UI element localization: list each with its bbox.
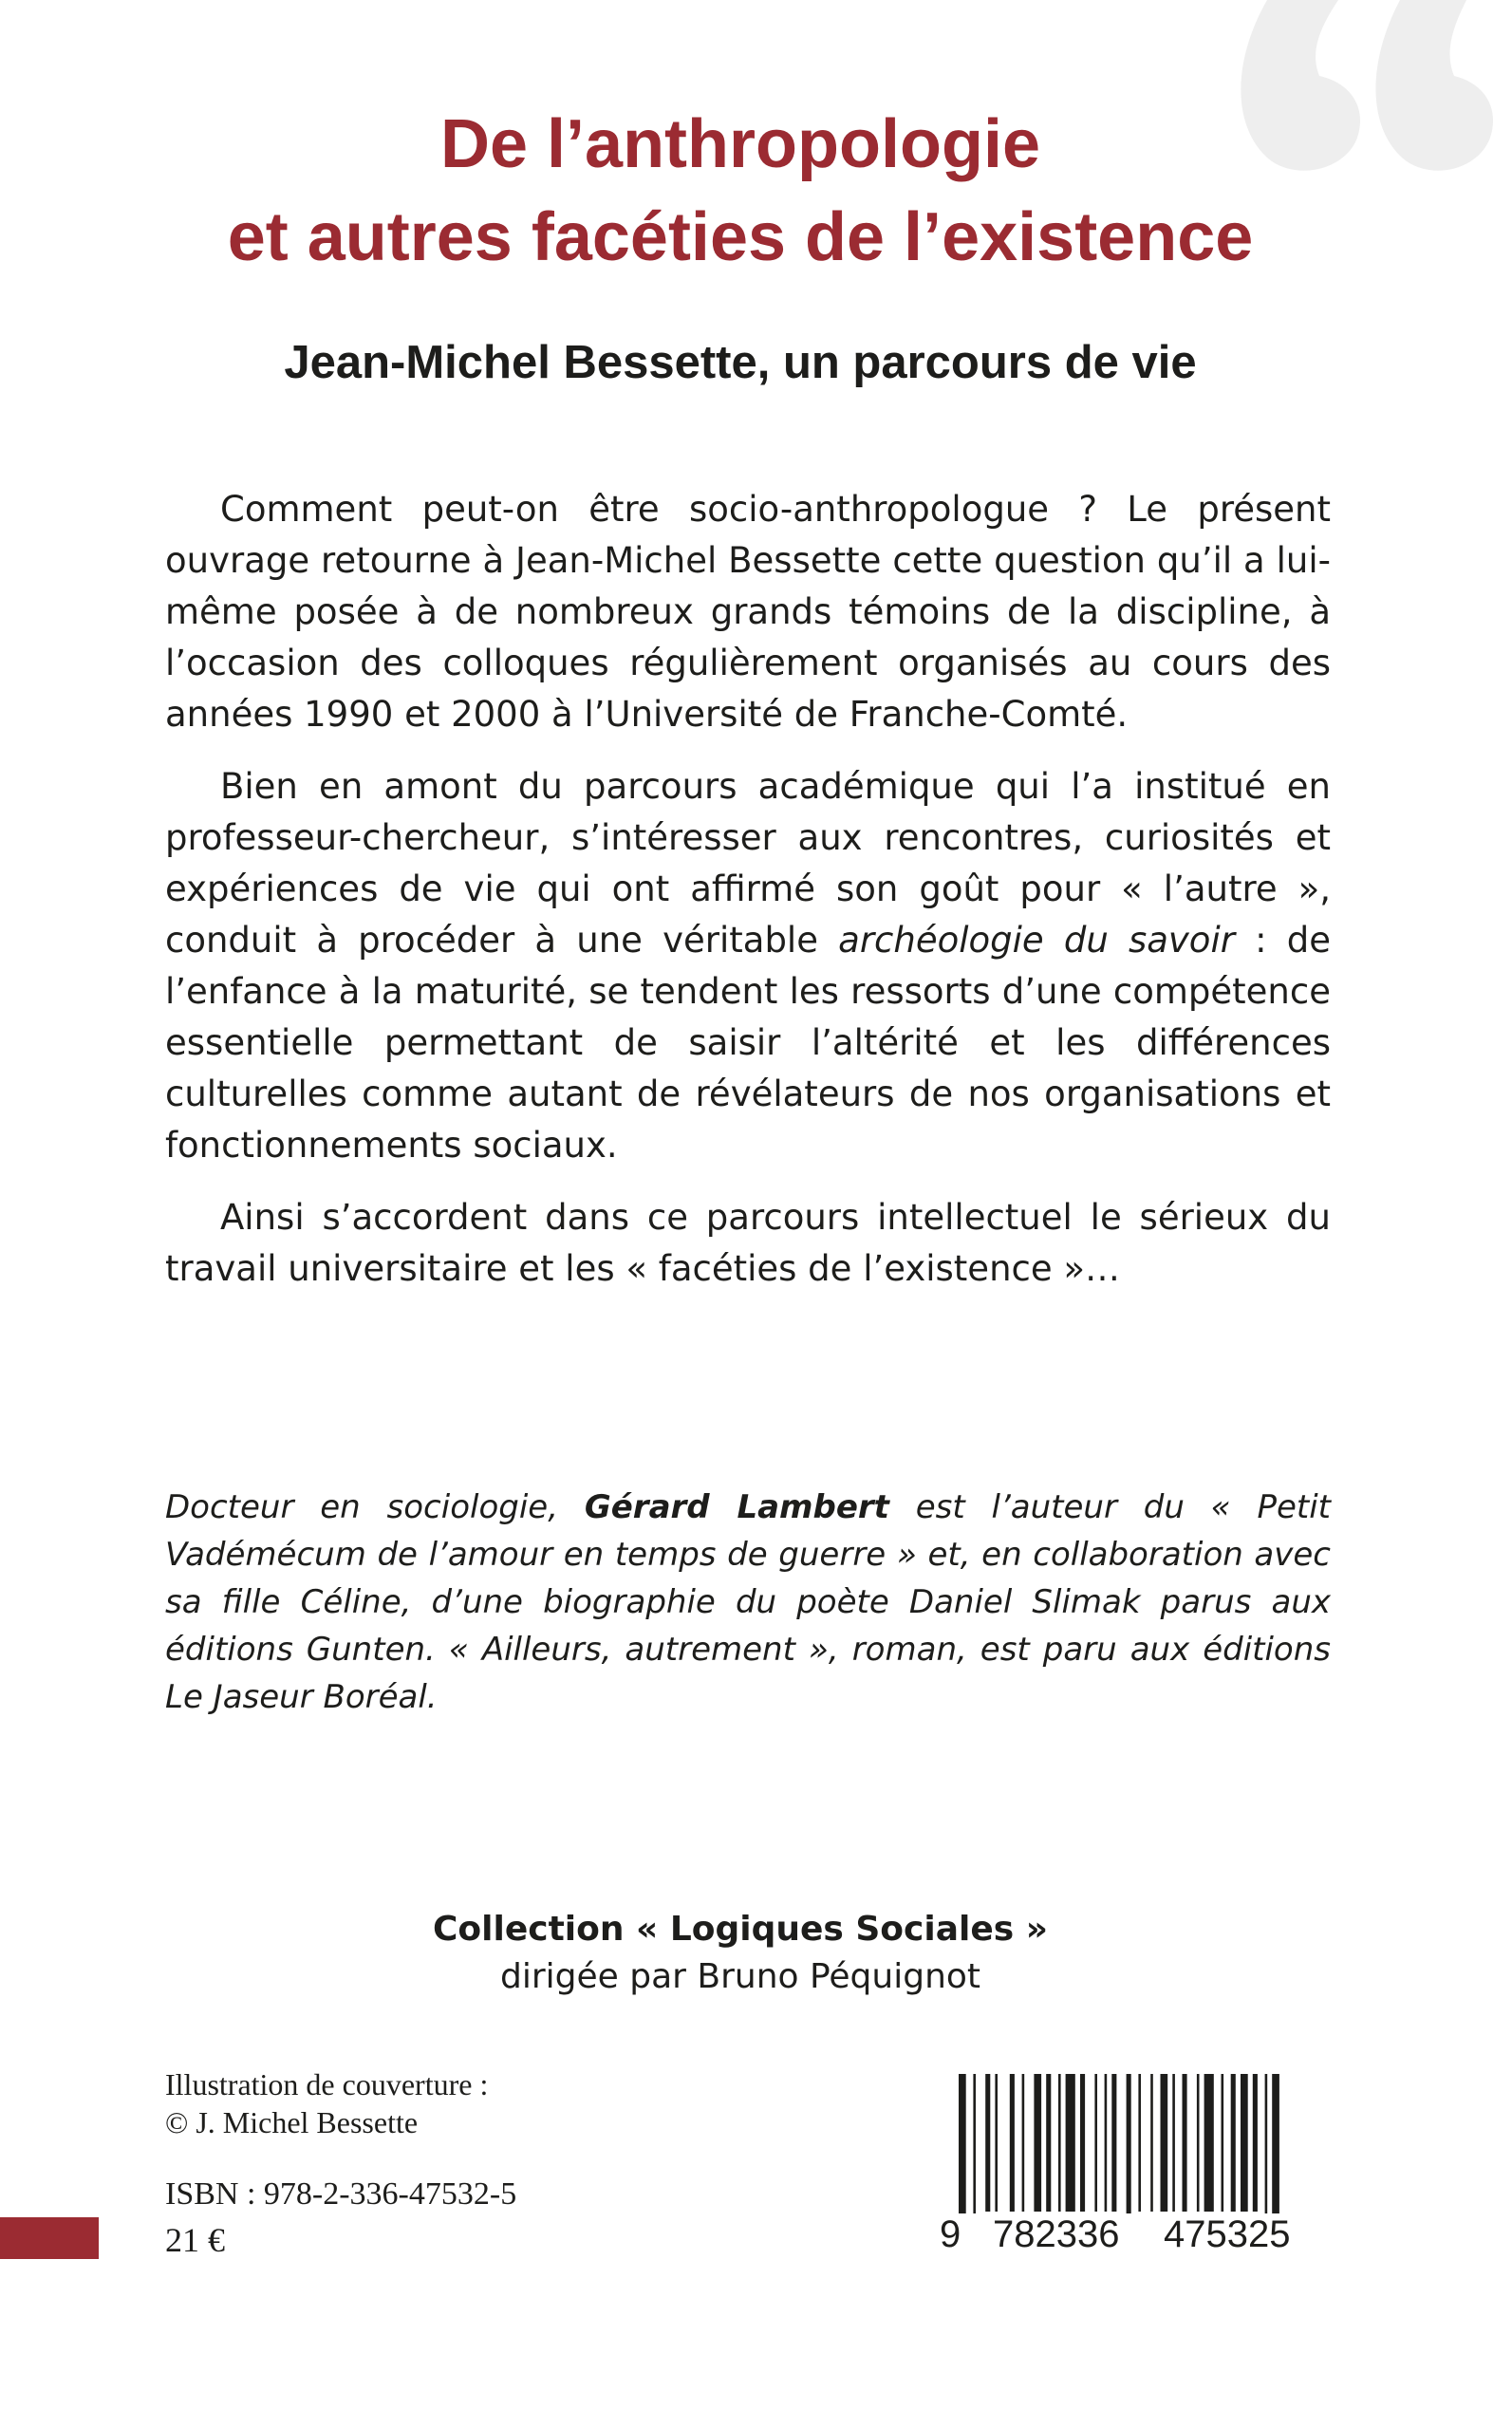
illustration-label: Illustration de couverture :: [165, 2067, 489, 2101]
collection-name: Collection « Logiques Sociales »: [433, 1910, 1048, 1949]
isbn: ISBN : 978-2-336-47532-5: [165, 2176, 517, 2212]
barcode-bar: [1253, 2074, 1258, 2212]
book-subtitle: Jean-Michel Bessette, un parcours de vie: [284, 337, 1197, 388]
barcode-bar: [995, 2074, 998, 2212]
barcode-digits-left: 782336: [993, 2213, 1120, 2255]
illustration-credit: [165, 2065, 488, 2141]
price: 21 €: [165, 2221, 225, 2259]
book-title: [0, 98, 1481, 284]
barcode-bar: [1197, 2074, 1200, 2212]
title-line-1: De l’anthropologie: [439, 106, 1040, 182]
paragraph-1: Comment peut-on être socio-anthropologue ? Le présent ouvrage retourne à Jean-Michel Bessette cette question qu’il a lui-même posée à de nombreux grands témoins de la discipline, à l’occasion des colloques régulièrement organisés au cours des années 1990 et 2000 à l’Université de Franche-Comté.: [165, 489, 1331, 735]
barcode-bar: [1172, 2074, 1175, 2212]
barcode-bar: [1204, 2074, 1214, 2212]
paragraph-2-emphasis: archéologie du savoir: [838, 920, 1235, 961]
barcode-bar: [1241, 2074, 1248, 2212]
paragraph-3: Ainsi s’accordent dans ce parcours intellectuel le sérieux du travail universitaire et les « facéties de l’existence »…: [165, 1197, 1331, 1289]
barcode-bar: [1231, 2074, 1236, 2212]
title-line-2: et autres facéties de l’existence: [227, 199, 1254, 275]
barcode-bar: [1183, 2074, 1187, 2212]
author-bio: [165, 1484, 1331, 1721]
accent-bar: [0, 2217, 99, 2259]
barcode-bar: [1066, 2074, 1075, 2212]
barcode-bar: [1161, 2074, 1168, 2212]
collection-director: dirigée par Bruno Péquignot: [499, 1957, 981, 1996]
barcode-bar: [1058, 2074, 1061, 2212]
author-name: Gérard Lambert: [584, 1488, 889, 1526]
barcode-bar: [1046, 2074, 1051, 2212]
bio-start: Docteur en sociologie,: [165, 1488, 585, 1526]
barcode-bar: [1150, 2074, 1153, 2212]
barcode-bar: [985, 2074, 990, 2212]
barcode-digits-right: 475325: [1164, 2213, 1291, 2255]
paragraph-2: [165, 761, 1331, 1171]
illustration-author: © J. Michel Bessette: [165, 2105, 419, 2139]
back-cover-text: [165, 484, 1331, 1316]
barcode-bar: [1080, 2074, 1085, 2212]
barcode-bar: [1105, 2074, 1108, 2212]
barcode-bar: [1111, 2074, 1116, 2212]
barcode-bar: [1222, 2074, 1224, 2212]
paragraph-2-start: Bien en amont du parcours académique qui l’a institué en professeur-chercheur, s’intéresser aux rencontres, curiosités et expériences de vie qui ont affirmé son goût pour « l’autre », conduit à procéder à une véritable: [165, 766, 1331, 961]
barcode-digit-first: 9: [940, 2213, 961, 2255]
barcode-bar: [1010, 2074, 1015, 2212]
bio-end: est l’auteur du « Petit Vadémécum de l’amour en temps de guerre » et, en collaboration avec sa fille Céline, d’une biographie du poète Daniel Slimak parus aux éditions Gunten. « Ailleurs, autrement », roman, est paru aux éditions Le Jaseur Boréal.: [165, 1488, 1332, 1716]
paragraph-2-end: : de l’enfance à la maturité, se tendent les ressorts d’une compétence essentielle permettant de saisir l’altérité et les différences culturelles comme autant de révélateurs de nos organisations et fonctionnements sociaux.: [165, 920, 1331, 1166]
barcode-bar: [1034, 2074, 1041, 2212]
barcode-digits: [940, 2213, 1329, 2255]
collection-info: [0, 1906, 1481, 2001]
barcode-bar: [1138, 2074, 1141, 2212]
barcode-bar: [1022, 2074, 1025, 2212]
barcode-bar: [1094, 2074, 1097, 2212]
